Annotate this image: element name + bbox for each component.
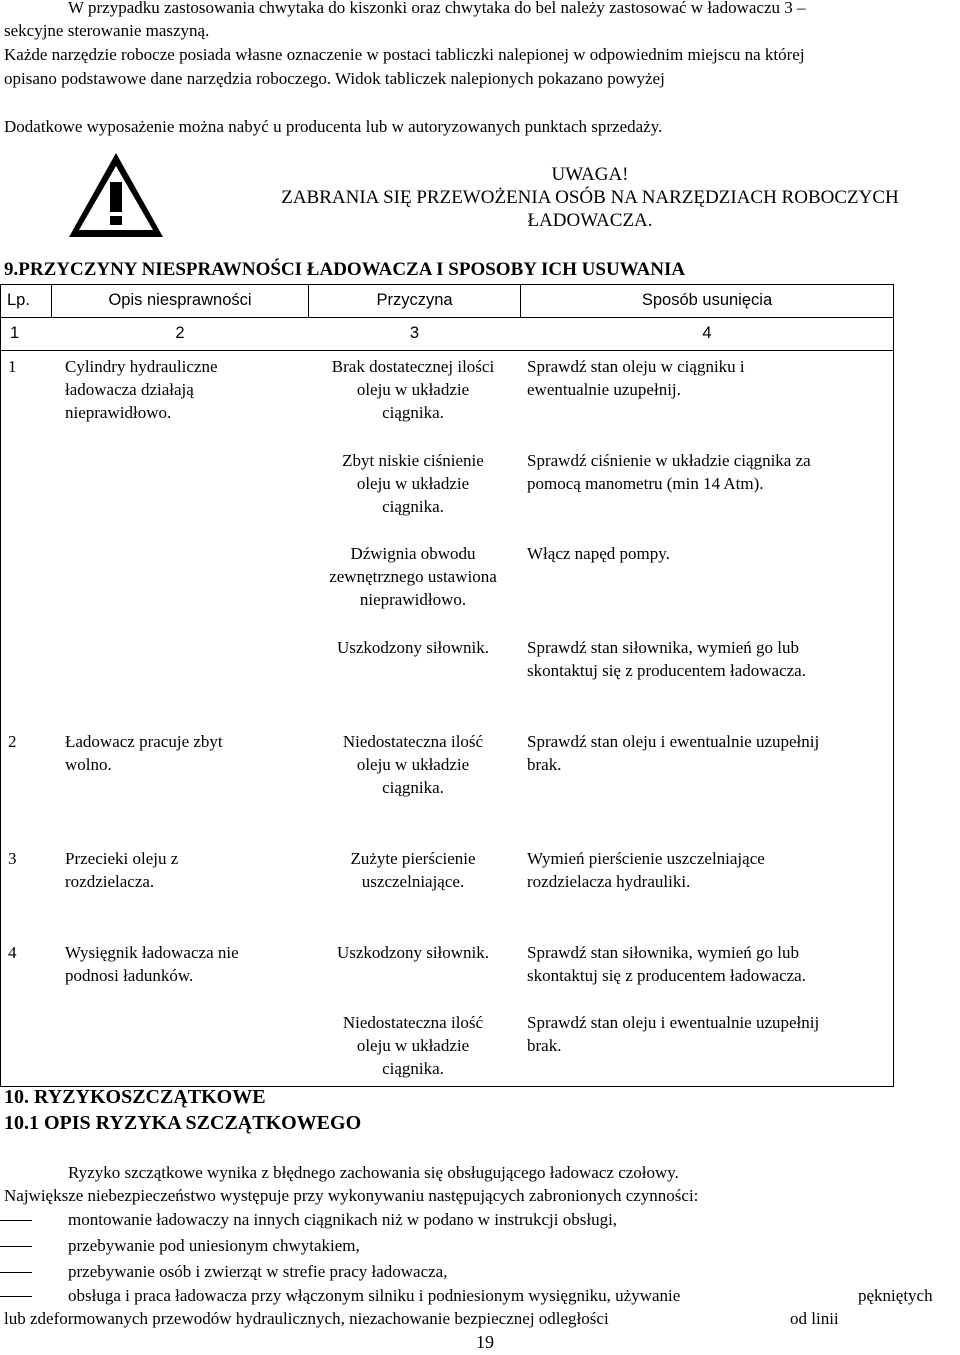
col-number-1: 1	[10, 324, 20, 342]
row-sposob: Włącz napęd pompy.	[527, 544, 670, 563]
row-opis: Cylindry hydrauliczne ładowacza działają nieprawidłowo.	[65, 357, 218, 422]
row-opis: Wysięgnik ładowacza nie podnosi ładunków.	[65, 943, 239, 985]
col-number-3: 3	[409, 324, 420, 342]
row-przyczyna: Dźwignia obwodu zewnętrznego ustawiona nieprawidłowo.	[329, 544, 497, 609]
row-sposob: Sprawdź stan siłownika, wymień go lub skontaktuj się z producentem ładowacza.	[527, 638, 806, 680]
row-sposob: Sprawdź stan oleju w ciągniku i ewentualnie uzupełnij.	[527, 357, 745, 399]
section-10-title: 10. RYZYKOSZCZĄTKOWE	[4, 1086, 266, 1108]
intro-line-3: Każde narzędzie robocze posiada własne oznaczenie w postaci tabliczki nalepionej w odpowiednim miejscu na której	[4, 45, 805, 64]
intro-line-5: Dodatkowe wyposażenie można nabyć u producenta lub w autoryzowanych punktach sprzedaży.	[4, 117, 663, 136]
row-przyczyna: Niedostateczna ilość oleju w układzie ciągnika.	[342, 1013, 484, 1078]
header-lp: Lp.	[7, 291, 30, 309]
row-sposob: Sprawdź ciśnienie w układzie ciągnika za pomocą manometru (min 14 Atm).	[527, 451, 811, 493]
section-10-1-title: 10.1 OPIS RYZYKA SZCZĄTKOWEGO	[4, 1112, 362, 1134]
intro-line-1: W przypadku zastosowania chwytaka do kiszonki oraz chwytaka do bel należy zastosować w ładowaczu 3 –	[68, 0, 806, 17]
page-number: 19	[476, 1332, 494, 1352]
troubleshooting-table	[0, 284, 894, 1087]
last-line-a: lub zdeformowanych przewodów hydraulicznych, niezachowanie bezpiecznej odległości	[4, 1309, 609, 1328]
section-9-title: 9.PRZYCZYNY NIESPRAWNOŚCI ŁADOWACZA I SPOSOBY ICH USUWANIA	[4, 259, 686, 280]
row-sposob: Sprawdź stan oleju i ewentualnie uzupełnij brak.	[527, 732, 820, 774]
row-przyczyna: Zużyte pierścienie uszczelniające.	[350, 849, 476, 891]
header-przyczyna: Przyczyna	[376, 291, 453, 309]
last-line-b: od linii	[790, 1309, 839, 1328]
col-number-4: 4	[702, 324, 712, 342]
row-przyczyna: Uszkodzony siłownik.	[336, 638, 490, 657]
row-przyczyna: Uszkodzony siłownik.	[336, 943, 490, 962]
warning-title: UWAGA!	[551, 164, 629, 185]
warning-line-2: ŁADOWACZA.	[527, 210, 653, 231]
row-lp: 1	[8, 357, 17, 376]
row-opis: Przecieki oleju z rozdzielacza.	[65, 849, 179, 891]
row-przyczyna: Brak dostatecznej ilości oleju w układzie ciągnika.	[331, 357, 495, 422]
header-opis: Opis niesprawności	[108, 291, 252, 309]
row-przyczyna: Zbyt niskie ciśnienie oleju w układzie ciągnika.	[342, 451, 484, 516]
row-lp: 3	[8, 849, 17, 868]
row-lp: 2	[8, 732, 17, 751]
col-number-2: 2	[175, 324, 185, 342]
row-opis: Ładowacz pracuje zbyt wolno.	[65, 732, 223, 774]
bullet-4-tail: pękniętych	[858, 1286, 933, 1305]
intro-line-2: sekcyjne sterowanie maszyną.	[4, 21, 210, 40]
residual-risk-para-1: Ryzyko szczątkowe wynika z błędnego zachowania się obsługującego ładowacz czołowy.	[68, 1163, 679, 1182]
intro-line-4: opisano podstawowe dane narzędzia roboczego. Widok tabliczek nalepionych pokazano powyżej	[4, 69, 665, 88]
warning-line-1: ZABRANIA SIĘ PRZEWOŻENIA OSÓB NA NARZĘDZIACH ROBOCZYCH	[281, 187, 899, 208]
row-sposob: Sprawdź stan siłownika, wymień go lub skontaktuj się z producentem ładowacza.	[527, 943, 806, 985]
header-sposob: Sposób usunięcia	[641, 291, 773, 309]
warning-triangle-icon	[66, 150, 166, 240]
residual-risk-para-2: Największe niebezpieczeństwo występuje przy wykonywaniu następujących zabronionych czynności:	[4, 1186, 699, 1205]
row-sposob: Wymień pierścienie uszczelniające rozdzielacza hydrauliki.	[527, 849, 765, 891]
row-przyczyna: Niedostateczna ilość oleju w układzie ciągnika.	[342, 732, 484, 797]
row-sposob: Sprawdź stan oleju i ewentualnie uzupełnij brak.	[527, 1013, 820, 1055]
row-lp: 4	[8, 943, 17, 962]
